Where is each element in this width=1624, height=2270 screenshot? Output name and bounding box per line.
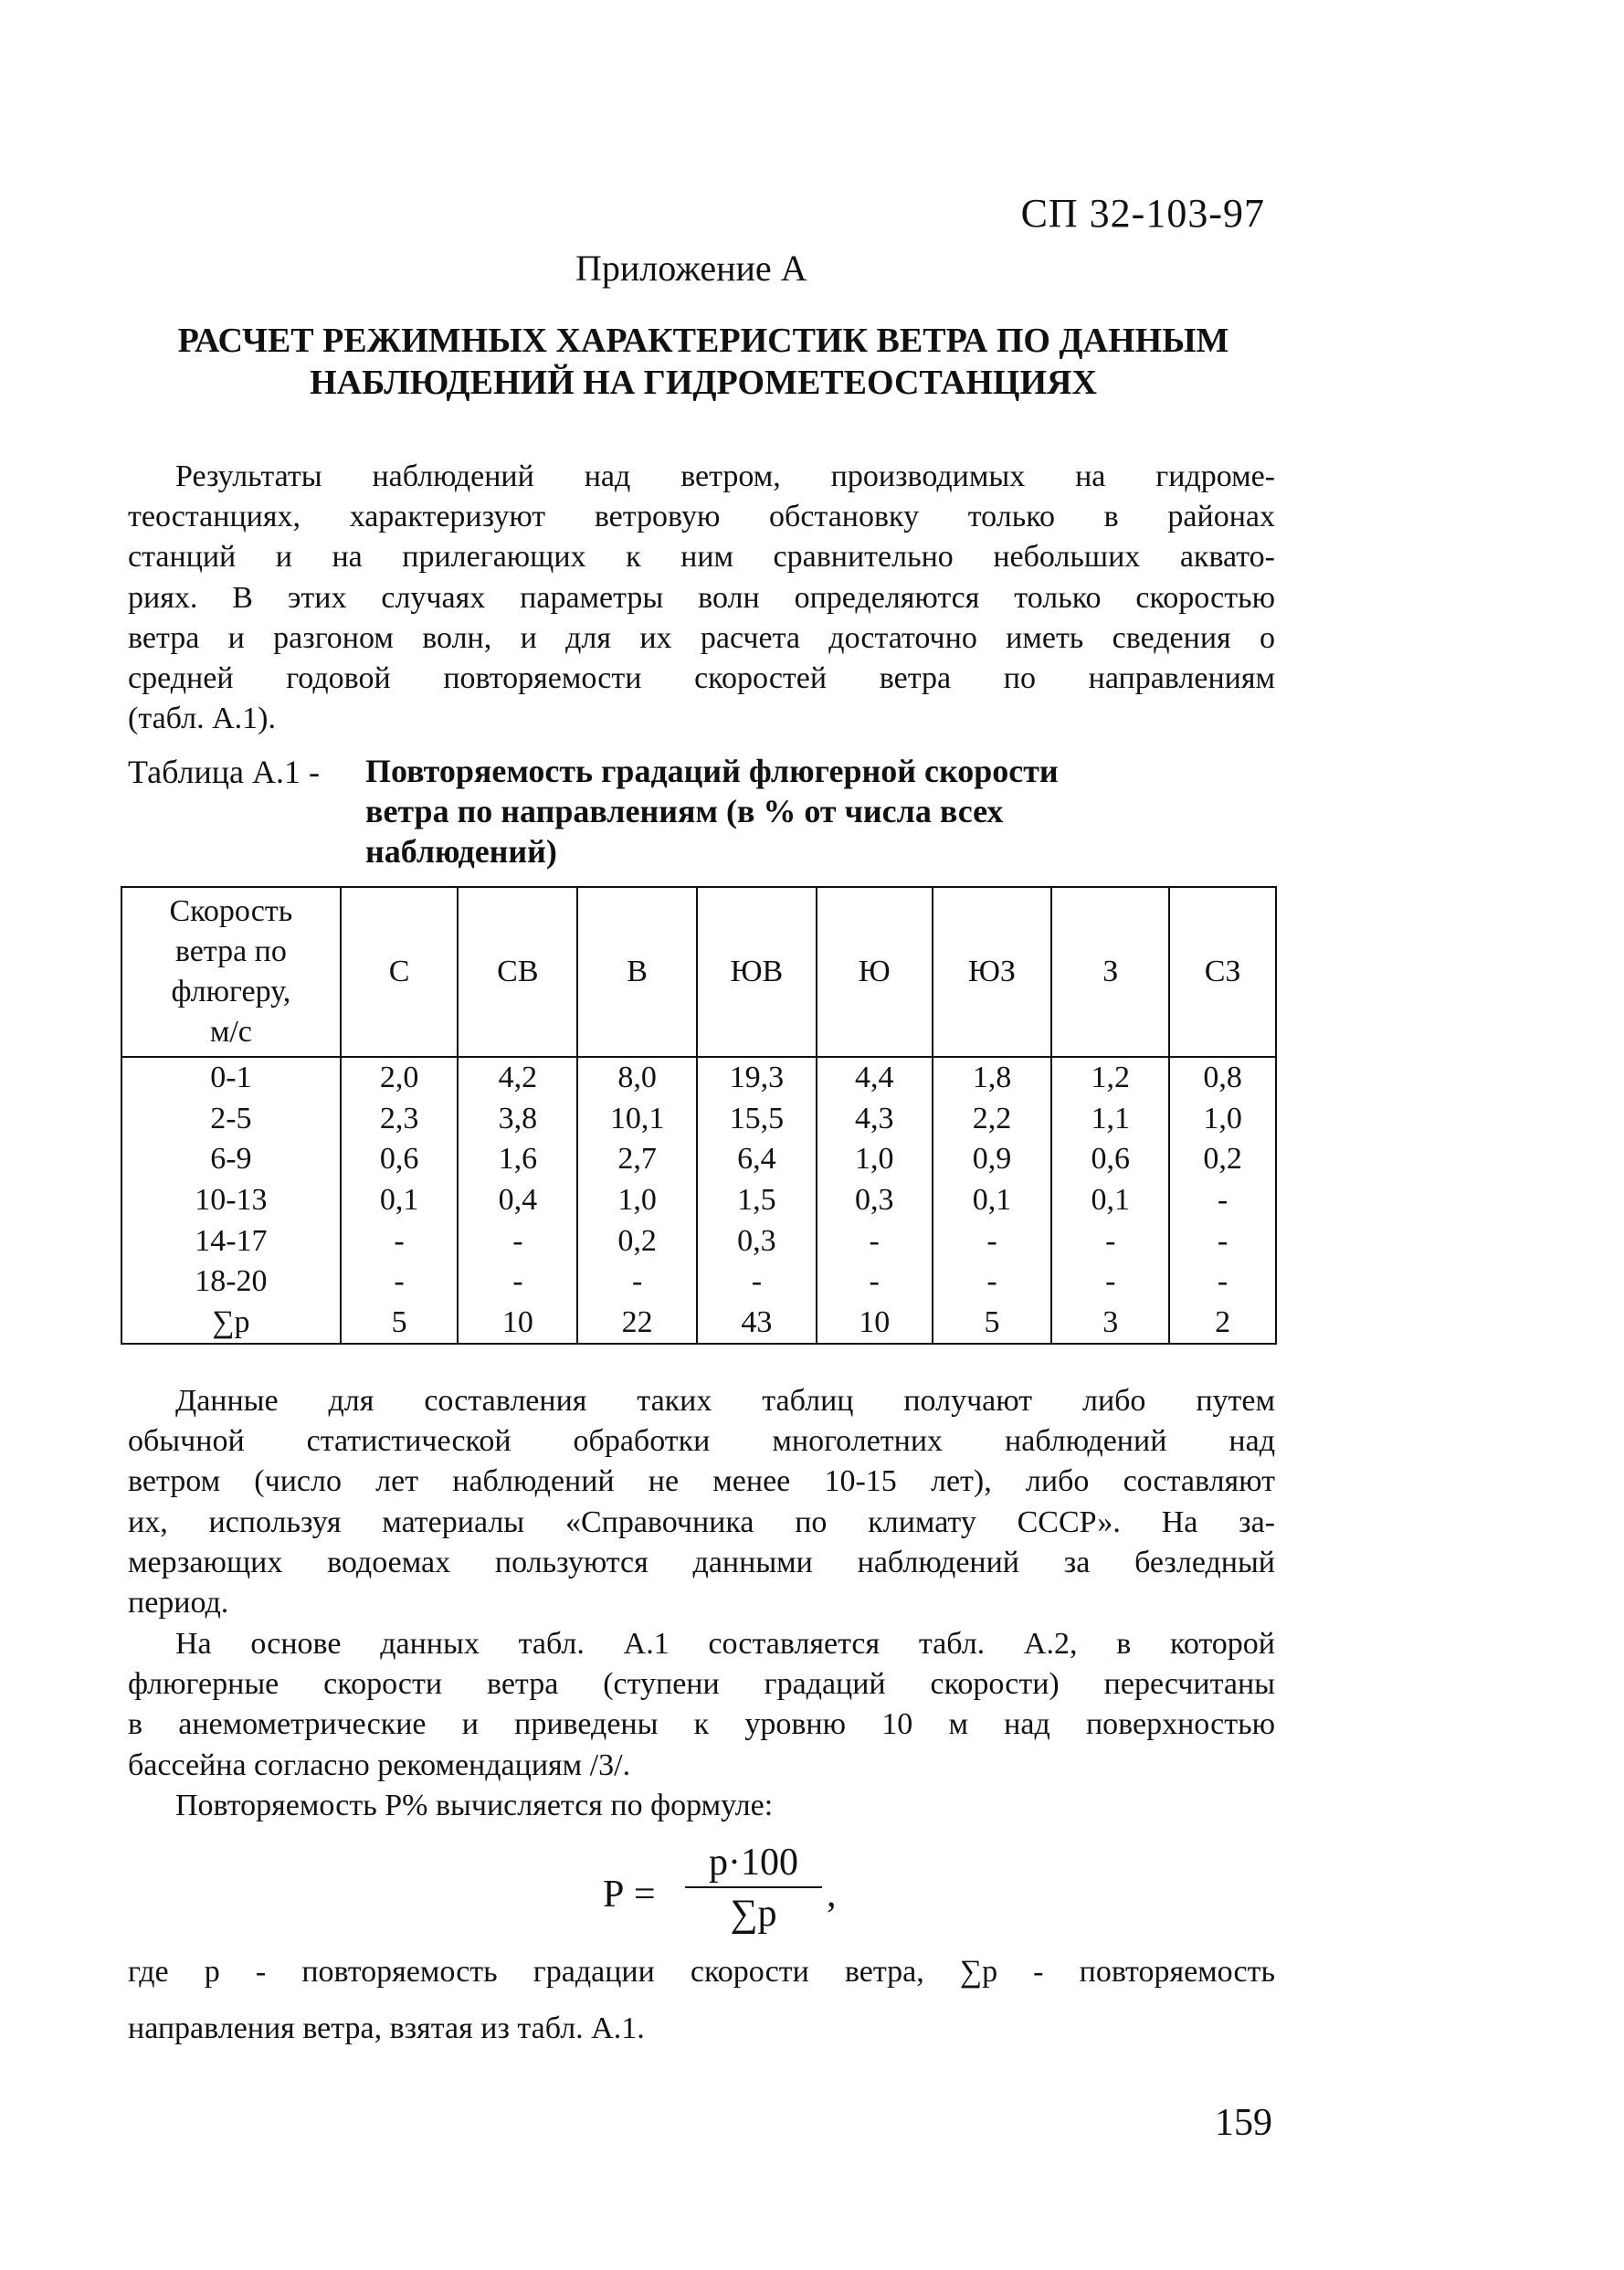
value-cell: 3,8 bbox=[458, 1099, 577, 1140]
value-cell: - bbox=[817, 1220, 933, 1262]
value-cell: 0,3 bbox=[697, 1220, 817, 1262]
speed-column-header bbox=[121, 887, 341, 1057]
value-cell: 5 bbox=[933, 1303, 1052, 1345]
section-title bbox=[128, 320, 1279, 404]
value-cell: 15,5 bbox=[697, 1099, 817, 1140]
data-source-paragraph bbox=[128, 1381, 1275, 1623]
direction-header: ЮЗ bbox=[933, 887, 1052, 1057]
caption-line: наблюдений) bbox=[365, 833, 557, 870]
value-cell: 22 bbox=[577, 1303, 697, 1345]
text-line: Данные для составления таких таблиц получают либо путем bbox=[175, 1384, 1275, 1418]
table-header-row bbox=[121, 887, 1276, 1057]
value-cell: 1,1 bbox=[1051, 1099, 1169, 1140]
direction-header: Ю bbox=[817, 887, 933, 1057]
table-caption-label: Таблица А.1 - bbox=[128, 754, 320, 790]
appendix-heading: Приложение А bbox=[575, 248, 807, 289]
value-cell: 2,3 bbox=[341, 1099, 459, 1140]
formula-intro-paragraph bbox=[128, 1786, 1275, 1826]
value-cell: 5 bbox=[341, 1303, 459, 1345]
value-cell: 0,4 bbox=[458, 1180, 577, 1221]
formula-legend bbox=[128, 1944, 1275, 2057]
direction-header: СЗ bbox=[1169, 887, 1276, 1057]
value-cell: 1,2 bbox=[1051, 1057, 1169, 1099]
text-line: (табл. А.1). bbox=[128, 702, 276, 736]
header-line: Скорость bbox=[169, 894, 293, 928]
value-cell: 19,3 bbox=[697, 1057, 817, 1099]
value-cell: 0,1 bbox=[341, 1180, 459, 1221]
value-cell: 1,5 bbox=[697, 1180, 817, 1221]
direction-header: С bbox=[341, 887, 459, 1057]
value-cell: 4,2 bbox=[458, 1057, 577, 1099]
value-cell: 4,3 bbox=[817, 1099, 933, 1140]
value-cell: 2,7 bbox=[577, 1139, 697, 1180]
value-cell: - bbox=[577, 1262, 697, 1303]
table-row bbox=[121, 1180, 1276, 1221]
direction-header: В bbox=[577, 887, 697, 1057]
text-line: мерзающих водоемах пользуются данными наблюдений за безледный bbox=[128, 1545, 1275, 1579]
table-body bbox=[121, 1057, 1276, 1344]
value-cell: - bbox=[933, 1220, 1052, 1262]
value-cell: - bbox=[1051, 1220, 1169, 1262]
value-cell: 0,2 bbox=[577, 1220, 697, 1262]
page-number: 159 bbox=[1215, 2102, 1272, 2144]
value-cell: 0,1 bbox=[933, 1180, 1052, 1221]
table-row bbox=[121, 1220, 1276, 1262]
value-cell: - bbox=[1169, 1262, 1276, 1303]
value-cell: 1,0 bbox=[817, 1139, 933, 1180]
conversion-paragraph bbox=[128, 1624, 1275, 1786]
value-cell: - bbox=[458, 1220, 577, 1262]
text-line: бассейна согласно рекомендациям /3/. bbox=[128, 1747, 631, 1782]
speed-cell: 6-9 bbox=[121, 1139, 341, 1180]
value-cell: 0,1 bbox=[1051, 1180, 1169, 1221]
intro-paragraph bbox=[128, 457, 1275, 739]
value-cell: 43 bbox=[697, 1303, 817, 1345]
text-line: период. bbox=[128, 1585, 229, 1620]
value-cell: 10,1 bbox=[577, 1099, 697, 1140]
text-line: их, используя материалы «Справочника по климату СССР». На за- bbox=[128, 1505, 1275, 1539]
value-cell: 1,0 bbox=[1169, 1099, 1276, 1140]
value-cell: 1,6 bbox=[458, 1139, 577, 1180]
text-line: Повторяемость Р% вычисляется по формуле: bbox=[175, 1789, 774, 1822]
value-cell: 2 bbox=[1169, 1303, 1276, 1345]
text-line: На основе данных табл. А.1 составляется табл. А.2, в которой bbox=[175, 1627, 1275, 1661]
text-line: Результаты наблюдений над ветром, производимых на гидроме- bbox=[175, 459, 1275, 493]
formula-comma: , bbox=[827, 1874, 837, 1916]
value-cell: 1,0 bbox=[577, 1180, 697, 1221]
value-cell: 0,8 bbox=[1169, 1057, 1276, 1099]
text-line: в анемометрические и приведены к уровню 10 м над поверхностью bbox=[128, 1707, 1275, 1742]
value-cell: 3 bbox=[1051, 1303, 1169, 1345]
value-cell: 2,0 bbox=[341, 1057, 459, 1099]
text-line: теостанциях, характеризуют ветровую обстановку только в районах bbox=[128, 500, 1275, 534]
value-cell: 0,6 bbox=[1051, 1139, 1169, 1180]
value-cell: 2,2 bbox=[933, 1099, 1052, 1140]
value-cell: 10 bbox=[817, 1303, 933, 1345]
text-line: где р - повторяемость градации скорости ветра, ∑р - повторяемость bbox=[128, 1955, 1275, 1989]
value-cell: - bbox=[1169, 1180, 1276, 1221]
value-cell: - bbox=[1169, 1220, 1276, 1262]
header-line: м/с bbox=[209, 1015, 252, 1049]
text-line: флюгерные скорости ветра (ступени градаций скорости) пересчитаны bbox=[128, 1667, 1275, 1702]
value-cell: - bbox=[341, 1262, 459, 1303]
table-row bbox=[121, 1262, 1276, 1303]
document-code: СП 32-103-97 bbox=[1020, 191, 1265, 236]
caption-line: Повторяемость градаций флюгерной скорости bbox=[365, 753, 1059, 789]
table-row bbox=[121, 1099, 1276, 1140]
value-cell: - bbox=[1051, 1262, 1169, 1303]
table-row bbox=[121, 1139, 1276, 1180]
direction-header: СВ bbox=[458, 887, 577, 1057]
speed-cell: 10-13 bbox=[121, 1180, 341, 1221]
wind-frequency-table bbox=[121, 886, 1277, 1345]
speed-cell: 14-17 bbox=[121, 1220, 341, 1262]
speed-cell: 18-20 bbox=[121, 1262, 341, 1303]
table-row bbox=[121, 1057, 1276, 1099]
value-cell: 4,4 bbox=[817, 1057, 933, 1099]
value-cell: - bbox=[817, 1262, 933, 1303]
header-line: флюгеру, bbox=[171, 975, 291, 1008]
formula-lhs: Р = bbox=[603, 1874, 656, 1916]
value-cell: 0,9 bbox=[933, 1139, 1052, 1180]
text-line: ветром (число лет наблюдений не менее 10-15 лет), либо составляют bbox=[128, 1464, 1275, 1499]
text-line: ветра и разгоном волн, и для их расчета достаточно иметь сведения о bbox=[128, 620, 1275, 655]
value-cell: 0,2 bbox=[1169, 1139, 1276, 1180]
fraction-bar bbox=[685, 1886, 822, 1888]
text-line: обычной статистической обработки многолетних наблюдений над bbox=[128, 1424, 1275, 1459]
title-line: РАСЧЕТ РЕЖИМНЫХ ХАРАКТЕРИСТИК ВЕТРА ПО ДАННЫМ bbox=[177, 322, 1229, 360]
text-line: средней годовой повторяемости скоростей ветра по направлениям bbox=[128, 660, 1275, 695]
formula-numerator: р·100 bbox=[709, 1842, 798, 1884]
speed-cell: 2-5 bbox=[121, 1099, 341, 1140]
caption-line: ветра по направлениям (в % от числа всех bbox=[365, 793, 1004, 829]
direction-header: ЮВ bbox=[697, 887, 817, 1057]
value-cell: 0,3 bbox=[817, 1180, 933, 1221]
value-cell: 8,0 bbox=[577, 1057, 697, 1099]
header-line: ветра по bbox=[174, 934, 287, 968]
text-line: риях. В этих случаях параметры волн определяются только скоростью bbox=[128, 580, 1275, 615]
speed-cell: ∑р bbox=[121, 1303, 341, 1345]
direction-header: З bbox=[1051, 887, 1169, 1057]
text-line: направления ветра, взятая из табл. А.1. bbox=[128, 2011, 645, 2045]
speed-cell: 0-1 bbox=[121, 1057, 341, 1099]
value-cell: 1,8 bbox=[933, 1057, 1052, 1099]
formula-denominator: ∑р bbox=[730, 1893, 777, 1935]
value-cell: - bbox=[933, 1262, 1052, 1303]
value-cell: 6,4 bbox=[697, 1139, 817, 1180]
title-line: НАБЛЮДЕНИЙ НА ГИДРОМЕТЕОСТАНЦИЯХ bbox=[310, 364, 1097, 402]
table-row bbox=[121, 1303, 1276, 1345]
value-cell: - bbox=[697, 1262, 817, 1303]
value-cell: - bbox=[458, 1262, 577, 1303]
value-cell: 10 bbox=[458, 1303, 577, 1345]
text-line: станций и на прилегающих к ним сравнительно небольших аквато- bbox=[128, 540, 1275, 575]
table-caption-title bbox=[365, 751, 1123, 871]
value-cell: - bbox=[341, 1220, 459, 1262]
value-cell: 0,6 bbox=[341, 1139, 459, 1180]
